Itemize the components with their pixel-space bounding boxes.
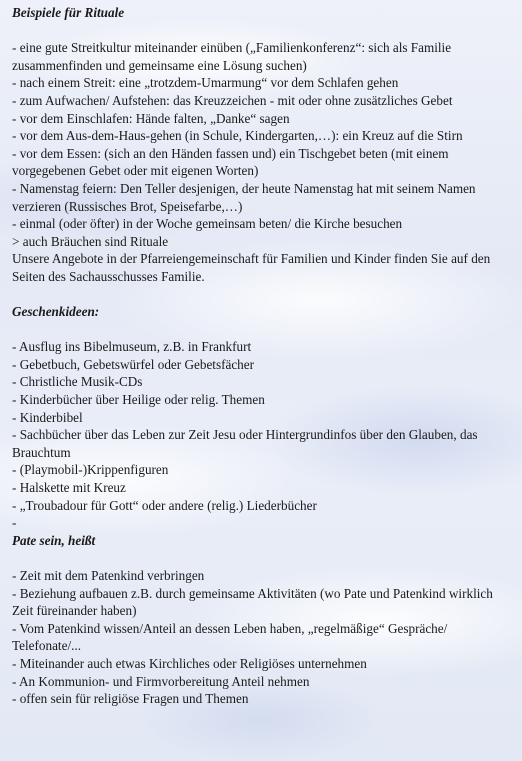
section-heading-pate: Pate sein, heißt <box>12 532 96 548</box>
list-item: - einmal (oder öfter) in der Woche gemeinsam beten/ die Kirche besuchen <box>12 216 403 232</box>
list-item: - Christliche Musik-CDs <box>12 374 143 390</box>
angebote-paragraph: Unsere Angebote in der Pfarreiengemeinschaft für Familien und Kinder finden Sie auf den Seiten des Sachausschusses Familie. <box>12 251 491 284</box>
list-item: - eine gute Streitkultur miteinander einüben („Familienkonferenz“: sich als Familie zusammenfinden und gemeinsame eine Lösung suchen) <box>12 40 452 73</box>
list-item: - An Kommunion- und Firmvorbereitung Anteil nehmen <box>12 673 310 689</box>
list-item: - Gebetbuch, Gebetswürfel oder Gebetsfächer <box>12 356 255 372</box>
braeuche-link[interactable]: > auch Bräuchen sind Rituale <box>12 233 169 249</box>
spacer <box>12 549 512 567</box>
list-item: - (Playmobil-)Krippenfiguren <box>12 462 169 478</box>
list-item: - „Troubadour für Gott“ oder andere (relig.) Liederbücher <box>12 497 317 513</box>
list-item: - zum Aufwachen/ Aufstehen: das Kreuzzeichen - mit oder ohne zusätzliches Gebet <box>12 92 453 108</box>
section-heading-geschenkideen: Geschenkideen: <box>12 304 100 320</box>
document-page <box>12 4 512 708</box>
list-item: - Vom Patenkind wissen/Anteil an dessen Leben haben, „regelmäßige“ Gespräche/ Telefonate/... <box>12 620 448 654</box>
list-item: - Sachbücher über das Leben zur Zeit Jesu oder Hintergrundinfos über den Glauben, das Brauchtum <box>12 427 478 460</box>
list-item: - Zeit mit dem Patenkind verbringen <box>12 568 205 583</box>
list-item: - Beziehung aufbauen z.B. durch gemeinsame Aktivitäten (wo Pate und Patenkind wirklich Zeit füreinander haben) <box>12 585 493 619</box>
list-item: - offen sein für religiöse Fragen und Themen <box>12 691 249 707</box>
list-item: - <box>12 515 17 531</box>
list-item: - vor dem Aus-dem-Haus-gehen (in Schule, Kindergarten,…): ein Kreuz auf die Stirn <box>12 128 463 144</box>
list-item: - Namenstag feiern: Den Teller desjenigen, der heute Namenstag hat mit seinem Namen verzieren (Russisches Brot, Speisefarbe,…) <box>12 180 476 214</box>
list-item: - Kinderbibel <box>12 409 83 425</box>
section-heading-rituale: Beispiele für Rituale <box>12 5 125 20</box>
list-item: - vor dem Einschlafen: Hände falten, „Danke“ sagen <box>12 110 290 126</box>
spacer <box>12 286 512 304</box>
list-item: - nach einem Streit: eine „trotzdem-Umarmung“ vor dem Schlafen gehen <box>12 75 399 91</box>
list-item: - vor dem Essen: (sich an den Händen fassen und) ein Tischgebet beten (mit einem vorgegebenen Gebet oder mit eigenen Worten) <box>12 145 449 179</box>
spacer <box>12 321 512 339</box>
spacer <box>12 22 512 40</box>
list-item: - Halskette mit Kreuz <box>12 480 126 496</box>
list-item: - Ausflug ins Bibelmuseum, z.B. in Frankfurt <box>12 339 252 355</box>
list-item: - Miteinander auch etwas Kirchliches oder Religiöses unternehmen <box>12 655 367 671</box>
list-item: - Kinderbücher über Heilige oder relig. Themen <box>12 392 265 408</box>
